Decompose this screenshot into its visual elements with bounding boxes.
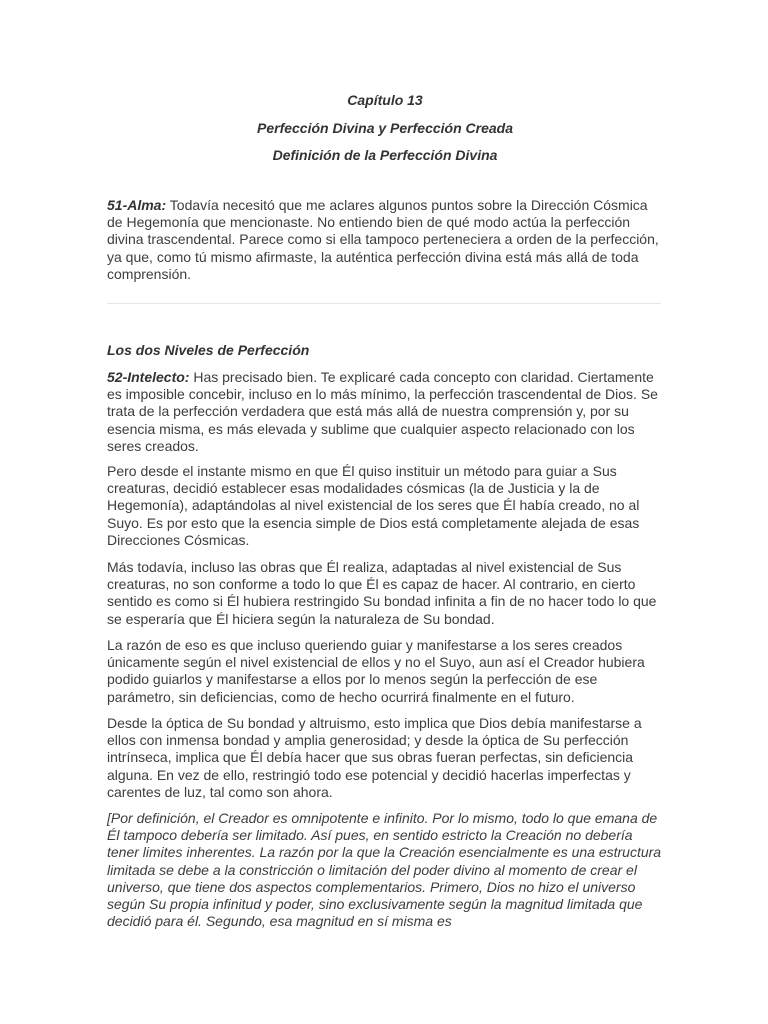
paragraph-52 <box>107 369 663 455</box>
paragraph-4: Desde la óptica de Su bondad y altruismo, esto implica que Dios debía manifestarse a ellos con inmensa bondad y amplia generosidad; y desde la óptica de Su perfección intrínseca, implica que Él debía hacer que sus obras fueran perfectas, sin deficiencia alguna. En vez de ello, restringió todo ese potencial y decidió hacerlas imperfectas y carentes de luz, tal como son ahora. <box>107 715 642 800</box>
section-divider <box>107 303 661 304</box>
chapter-number: Capítulo 13 <box>347 92 423 108</box>
note-paragraph: [Por definición, el Creador es omnipotente e infinito. Por lo mismo, todo lo que emana de Él tampoco debería ser limitado. Así pues, en sentido estricto la Creación no debería tener limites inherentes. La razón por la que la Creación esencialmente es una estructura limitada se debe a la constricción o limitación del poder divino al momento de crear el universo, que tiene dos aspectos complementarios. Primero, Dios no hizo el universo según Su propia infinitud y poder, sino exclusivamente según la magnitud limitada que decidió para él. Segundo, esa magnitud en sí misma es <box>107 810 662 930</box>
paragraph-51-text: Todavía necesitó que me aclares algunos puntos sobre la Dirección Cósmica de Hegemonía que mencionaste. No entiendo bien de qué modo actúa la perfección divina trascendental. Parece como si ella tampoco perteneciera a orden de la perfección, ya que, como tú mismo afirmaste, la auténtica perfección divina está más allá de toda comprensión. <box>107 197 659 282</box>
paragraph-52-text: Has precisado bien. Te explicaré cada concepto con claridad. Ciertamente es imposible concebir, incluso en lo más mínimo, la perfección trascendental de Dios. Se trata de la perfección verdadera que está más allá de nuestra comprensión y, por su esencia misma, es más elevada y sublime que cualquier aspecto relacionado con los seres creados. <box>107 369 658 454</box>
paragraph-3: La razón de eso es que incluso queriendo guiar y manifestarse a los seres creados únicamente según el nivel existencial de ellos y no el Suyo, aun así el Creador hubiera podido guiarlos y manifestarse a ellos por lo menos según la perfección de ese parámetro, sin deficiencias, como de hecho ocurrirá finalmente en el futuro. <box>107 637 645 705</box>
paragraph-51 <box>107 197 663 283</box>
speaker-intelecto: 52-Intelecto: <box>107 369 190 385</box>
chapter-subtitle: Definición de la Perfección Divina <box>272 147 498 163</box>
speaker-alma: 51-Alma: <box>107 197 167 213</box>
section-title: Los dos Niveles de Perfección <box>107 342 310 358</box>
paragraph-1: Pero desde el instante mismo en que Él quiso instituir un método para guiar a Sus creaturas, decidió establecer esas modalidades cósmicas (la de Justicia y la de Hegemonía), adaptándolas al nivel existencial de los seres que Él había creado, no al Suyo. Es por esto que la esencia simple de Dios está completamente alejada de esas Direcciones Cósmicas. <box>107 463 640 548</box>
chapter-title: Perfección Divina y Perfección Creada <box>257 120 513 136</box>
paragraph-2: Más todavía, incluso las obras que Él realiza, adaptadas al nivel existencial de Sus creaturas, no son conforme a todo lo que Él es capaz de hacer. Al contrario, en cierto sentido es como si Él hubiera restringido Su bondad infinita a fin de no hacer todo lo que se esperaría que Él hiciera según la naturaleza de Su bondad. <box>107 559 657 627</box>
